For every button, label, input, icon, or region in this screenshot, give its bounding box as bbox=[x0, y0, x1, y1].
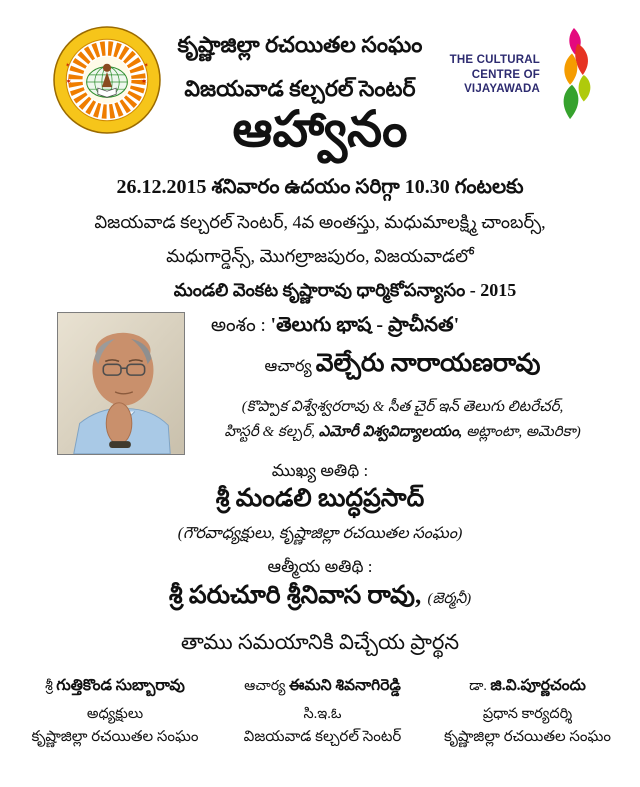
event-venue-line2: మధుగార్డెన్స్, మొగల్రాజపురం, విజయవాడలో bbox=[166, 246, 474, 266]
signatory-name bbox=[215, 676, 430, 697]
svg-text:✶: ✶ bbox=[140, 77, 148, 87]
org-name-line1: కృష్ణాజిల్లా రచయితల సంఘం bbox=[177, 32, 423, 57]
special-guest-country: (జెర్మనీ) bbox=[427, 591, 472, 607]
signatory-org: కృష్ణాజిల్లా రచయితల సంఘం bbox=[444, 729, 611, 745]
signatory-role: సి.ఇ.ఓ bbox=[303, 706, 342, 722]
credentials-pre: హిస్టరీ & కల్చర్, bbox=[224, 424, 319, 440]
signatory-org: కృష్ణాజిల్లా రచయితల సంఘం bbox=[31, 729, 199, 745]
chief-guest-name: శ్రీ మండలి బుద్ధప్రసాద్ bbox=[215, 485, 425, 512]
topic-text: 'తెలుగు భాష - ప్రాచీనత' bbox=[270, 314, 460, 336]
signatory-role: ప్రధాన కార్యదర్శి bbox=[482, 706, 573, 722]
signatory-role: అధ్యక్షులు bbox=[86, 706, 144, 722]
cc-line2: CENTRE OF bbox=[471, 68, 540, 81]
signatory-name-text: జి.వి.పూర్ణచందు bbox=[490, 677, 586, 694]
topic-label: అంశం : bbox=[210, 315, 271, 336]
chief-guest-label: ముఖ్య అతిథి : bbox=[271, 461, 369, 480]
event-datetime: 26.12.2015 శనివారం ఉదయం సరిగ్గా 10.30 గంటలకు bbox=[116, 176, 524, 198]
signatory-general-secretary bbox=[430, 676, 625, 747]
special-guest-name-line bbox=[0, 582, 640, 616]
speaker-prefix: ఆచార్య bbox=[264, 358, 316, 375]
special-guest-name: శ్రీ పరుచూరి శ్రీనివాస రావు, bbox=[168, 582, 428, 609]
signatory-prefix: శ్రీ bbox=[45, 679, 57, 694]
signatory-ceo bbox=[215, 676, 430, 747]
signatory-name-text: గుత్తికొండ సుబ్బారావు bbox=[56, 677, 185, 694]
speaker-photo bbox=[57, 312, 185, 455]
event-venue-line1: విజయవాడ కల్చరల్ సెంటర్, 4వ అంతస్తు, మధుమాలక్ష్మి చాంబర్స్, bbox=[94, 212, 546, 232]
closing-request-line: తాము సమయానికి విచ్చేయ ప్రార్థన bbox=[180, 630, 460, 654]
special-guest-label: ఆత్మీయ అతిథి : bbox=[267, 557, 373, 576]
cc-line1: THE CULTURAL bbox=[449, 54, 540, 66]
svg-text:✶: ✶ bbox=[143, 62, 149, 69]
cultural-centre-wordmark bbox=[380, 53, 540, 97]
svg-text:✶: ✶ bbox=[65, 62, 71, 69]
speaker-name: వెల్చేరు నారాయణరావు bbox=[315, 350, 541, 377]
lecture-series-title: మండలి వెంకట కృష్ణారావు ధార్మికోపన్యాసం - 2015 bbox=[173, 280, 517, 300]
signatories-row bbox=[15, 676, 625, 747]
org-name-line2: విజయవాడ కల్చరల్ సెంటర్ bbox=[184, 76, 416, 101]
speaker-name-line bbox=[185, 350, 620, 384]
credentials-post: అట్లాంటా, అమెరికా) bbox=[462, 424, 581, 440]
signatory-prefix: ఆచార్య bbox=[244, 679, 289, 694]
cc-line3: VIJAYAWADA bbox=[464, 83, 540, 95]
speaker-credentials-line1: (కొప్పాక విశ్వేశ్వరరావు & సీత చైర్ ఇన్ తెలుగు లిటరేచర్, bbox=[241, 399, 564, 415]
speaker-credentials-line2 bbox=[185, 422, 620, 442]
signatory-org: విజయవాడ కల్చరల్ సెంటర్ bbox=[243, 729, 402, 745]
svg-text:✶: ✶ bbox=[65, 77, 73, 87]
signatory-name bbox=[15, 676, 215, 697]
credentials-university: ఎమోరీ విశ్వవిద్యాలయం, bbox=[318, 424, 463, 440]
signatory-prefix: డా. bbox=[469, 679, 491, 694]
signatory-name-text: ఈమని శివనాగిరెడ్డి bbox=[288, 677, 401, 694]
signatory-president bbox=[15, 676, 215, 747]
signatory-name bbox=[430, 676, 625, 697]
page-title: ఆహ్వానం bbox=[232, 101, 408, 157]
chief-guest-designation: (గౌరవాధ్యక్షులు, కృష్ణాజిల్లా రచయితల సంఘం) bbox=[177, 525, 463, 542]
